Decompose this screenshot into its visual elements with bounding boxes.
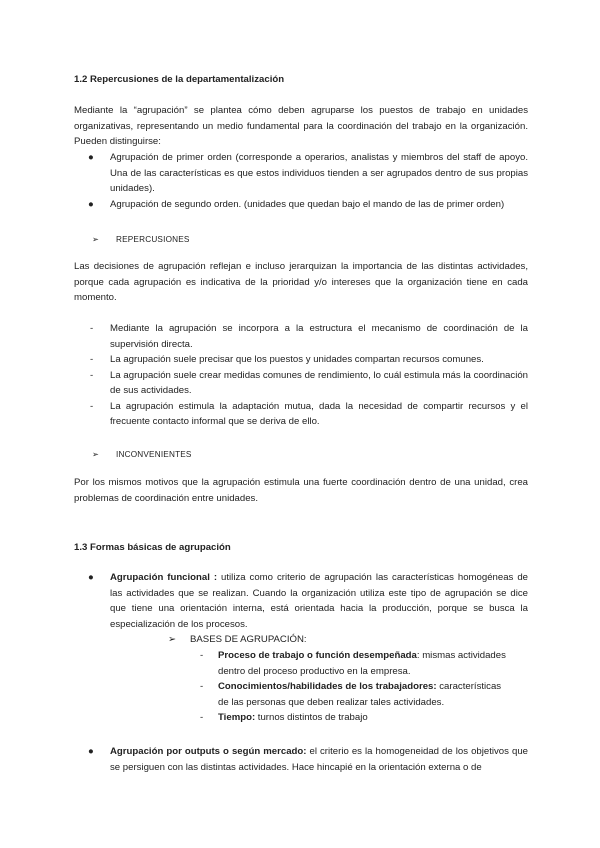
bullet-icon: ● [88,746,94,757]
grouping-order-list [88,150,528,212]
list-item: - Tiempo: turnos distintos de trabajo [200,710,510,726]
dash-icon: - [90,354,94,365]
paragraph-intro: Mediante la “agrupación” se plantea cómo deben agruparse los puestos de trabajo en unidades organizativas, representando un medio fundamental para la coordinación del trabajo en la organización. Pueden distinguirse: [74,105,528,147]
arrow-icon: ➢ [92,450,100,459]
paragraph-repercusiones: Las decisiones de agrupación reflejan e incluso jerarquizan la importancia de las distintas actividades, porque cada agrupación es indicativa de la prioridad y/o intereses que la organización tiene en cada momento. [74,261,528,303]
dash-icon: - [90,400,94,412]
bases-heading: ➢ BASES DE AGRUPACIÓN: [168,632,307,648]
bullet-icon: ● [88,572,94,583]
list-item: - Mediante la agrupación se incorpora a la estructura el mecanismo de coordinación de la supervisión directa. [90,323,528,350]
dash-icon: - [200,650,204,661]
arrow-icon: ➢ [92,235,100,244]
section-heading-1-2: 1.2 Repercusiones de la departamentalización [74,74,285,85]
outputs-list [88,744,528,775]
section-heading-1-3: 1.3 Formas básicas de agrupación [74,542,231,553]
list-item: - La agrupación suele precisar que los puestos y unidades compartan recursos comunes. [88,352,528,368]
funcional-label: Agrupación funcional : [110,572,218,583]
funcional-list [88,570,528,632]
bullet-icon: ● [88,152,94,163]
list-item: ● Agrupación de primer orden (corresponde a operarios, analistas y miembros del staff de apoyo. Una de las características es que estos individuos tienden a ser agrupados dentro de sus propias unidades). [88,152,528,194]
subheading-inconvenientes: ➢ INCONVENIENTES [92,447,192,463]
arrow-icon: ➢ [168,634,177,645]
bullet-icon: ● [88,198,94,210]
dash-icon: - [90,369,94,381]
list-item: - Proceso de trabajo o función desempeñada: mismas actividades dentro del proceso productivo en la empresa. [200,650,506,677]
repercusiones-list [88,321,528,430]
outputs-label: Agrupación por outputs o según mercado: [110,746,307,757]
list-item: - La agrupación suele crear medidas comunes de rendimiento, lo cuál estimula más la coordinación de sus actividades. [90,369,528,396]
list-item: - La agrupación estimula la adaptación mutua, dada la necesidad de compartir recursos y el frecuente contacto informal que se deriva de ello. [90,400,528,427]
dash-icon: - [200,712,204,723]
dash-icon: - [200,681,204,692]
list-item: - Conocimientos/habilidades de los trabajadores: características de las personas que deben realizar tales actividades. [200,681,502,708]
dash-icon: - [90,323,94,334]
list-item: ● Agrupación por outputs o según mercado: el criterio es la homogeneidad de los objetivos que se persiguen con las distintas actividades. Hace hincapié en la orientación externa o de [88,746,528,773]
subheading-repercusiones: ➢ REPERCUSIONES [92,232,190,248]
paragraph-inconvenientes: Por los mismos motivos que la agrupación estimula una fuerte coordinación dentro de una unidad, crea problemas de coordinación entre unidades. [74,477,528,504]
list-item: ● Agrupación funcional : utiliza como criterio de agrupación las características homogéneas de las actividades que se realizan. Cuando la organización utiliza este tipo de agrupación se dice que tiene una orientación interna, está orientada hacia la producción, porque se busca la especialización de los procesos. [88,572,528,630]
bases-list [200,648,510,726]
list-item: ● Agrupación de segundo orden. (unidades que quedan bajo el mando de las de primer orden) [88,197,528,213]
